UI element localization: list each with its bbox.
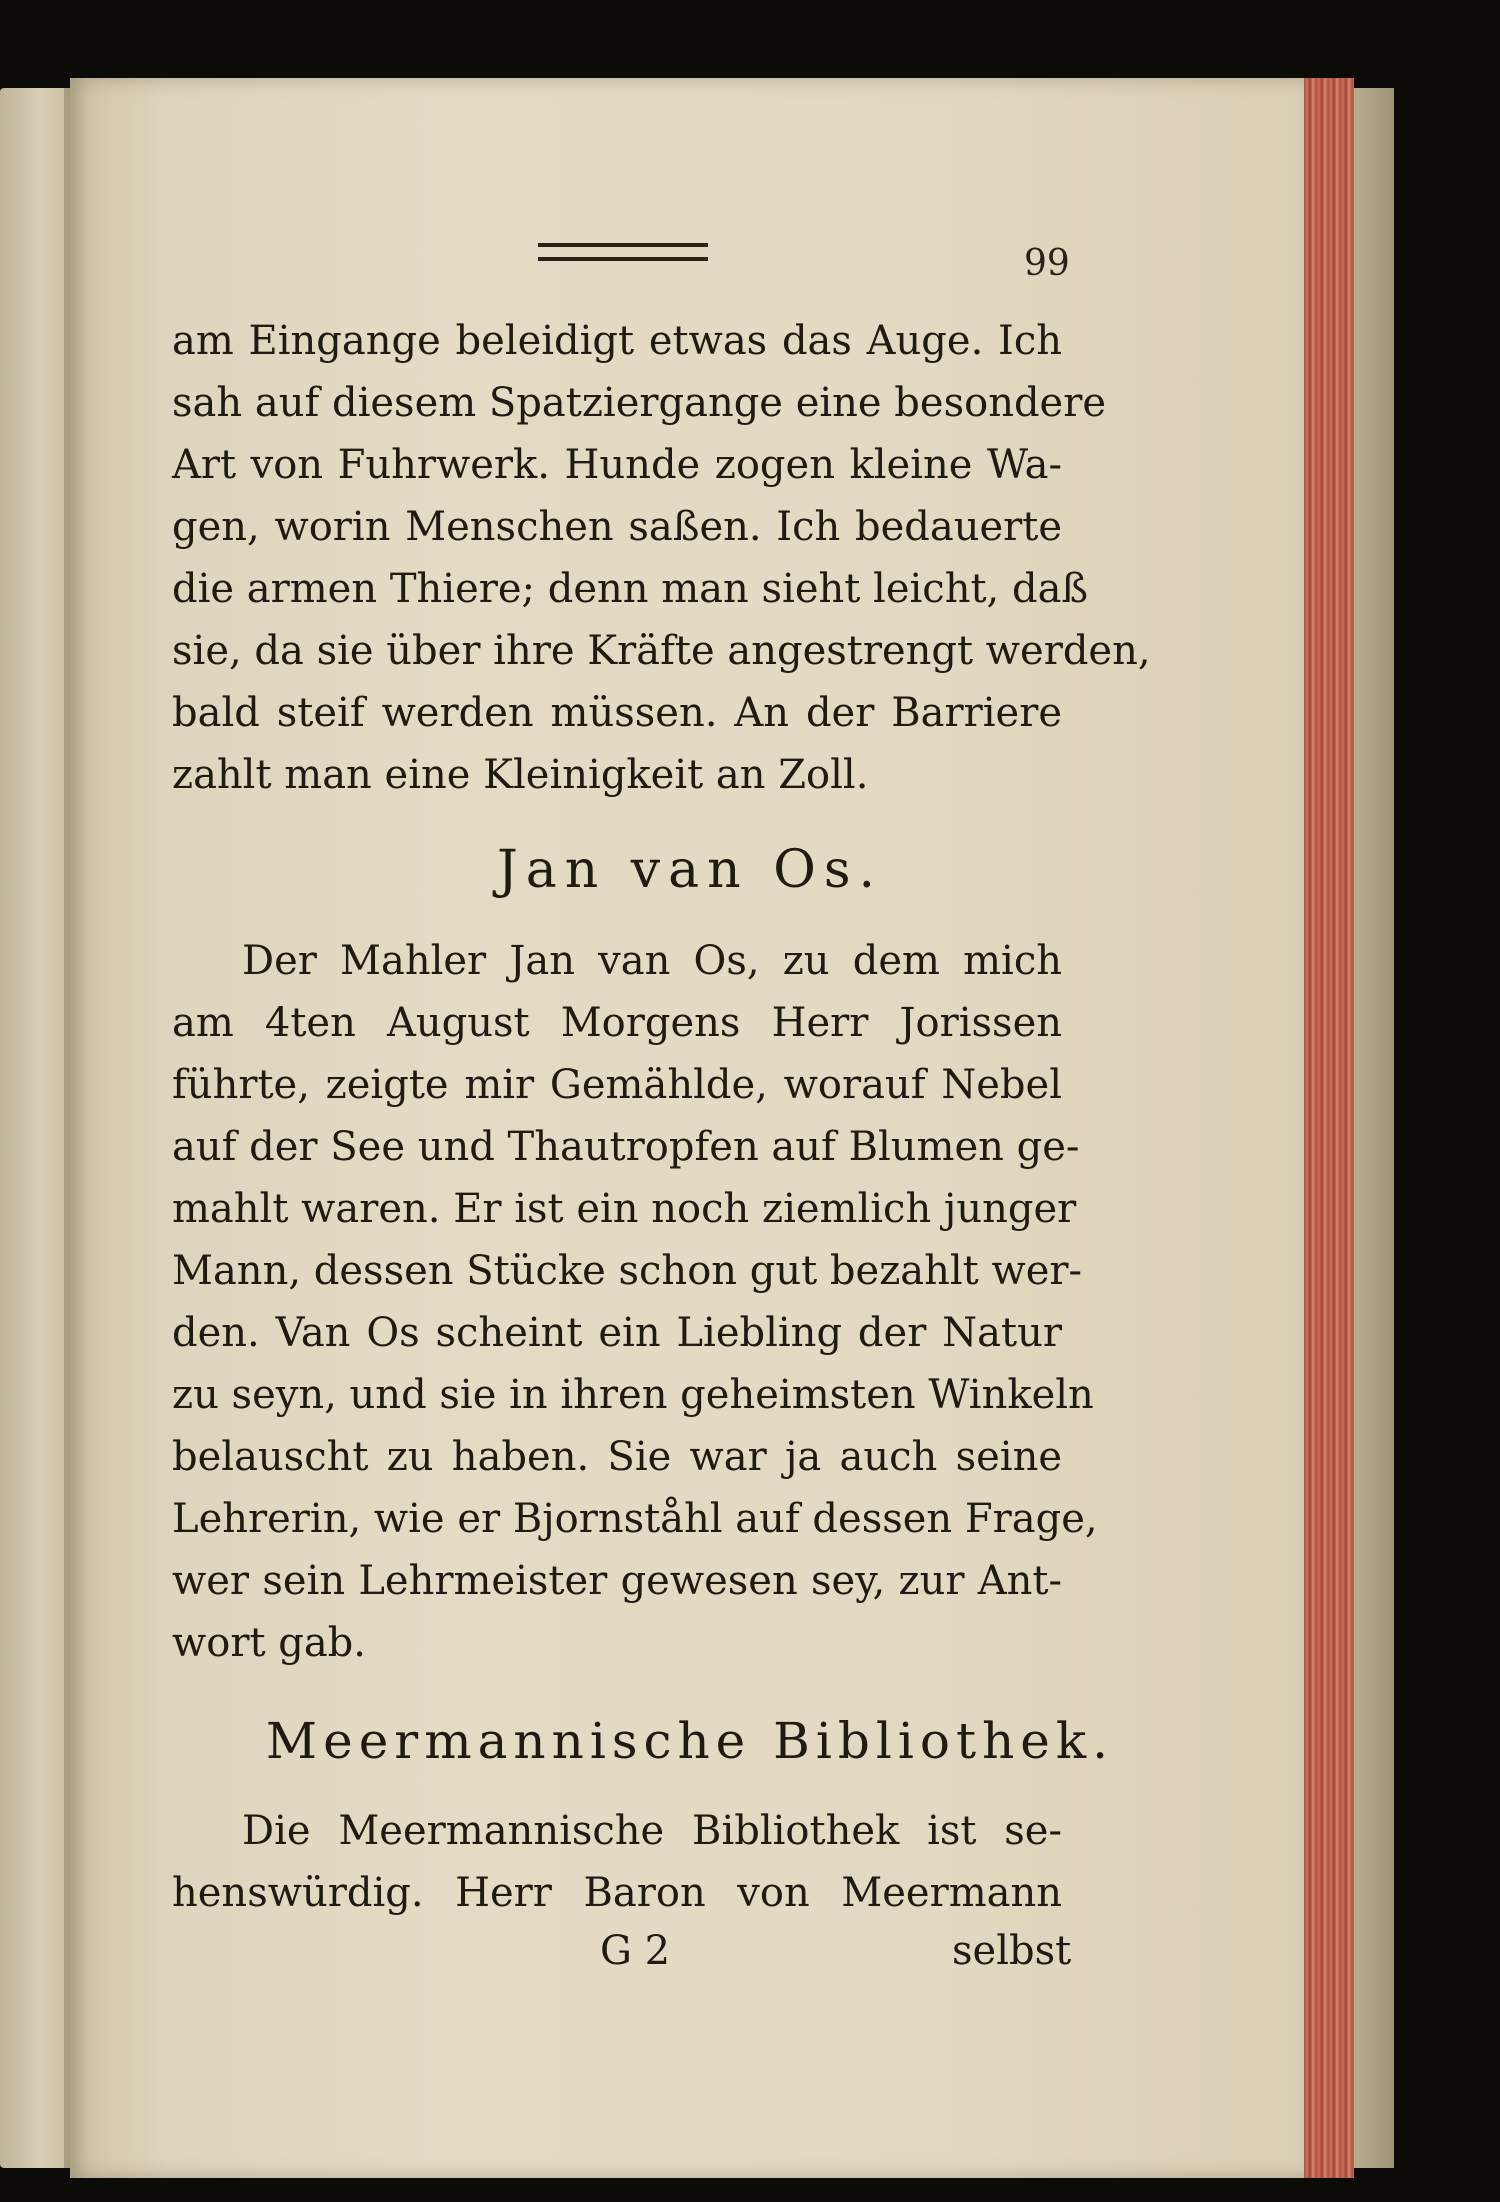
- paragraph-2: [172, 930, 1098, 1674]
- text-line: Lehrerin, wie er Bjornståhl auf dessen Frage,: [172, 1496, 1098, 1542]
- text-line: Der Mahler Jan van Os, zu dem mich: [242, 938, 1062, 984]
- page-number: 99: [1024, 243, 1070, 284]
- section-heading-jan-van-os: Jan van Os.: [496, 840, 884, 900]
- paragraph-1: [172, 310, 1151, 806]
- text-line: auf der See und Thautropfen auf Blumen ge-: [172, 1124, 1080, 1170]
- text-line: den. Van Os scheint ein Liebling der Natur: [172, 1310, 1062, 1356]
- text-line: zahlt man eine Kleinigkeit an Zoll.: [172, 752, 869, 798]
- text-line: mahlt waren. Er ist ein noch ziemlich junger: [172, 1186, 1077, 1232]
- paragraph-3: [172, 1800, 1062, 1924]
- text-line: belauscht zu haben. Sie war ja auch seine: [172, 1434, 1062, 1480]
- text-line: sah auf diesem Spatziergange eine besondere: [172, 380, 1107, 426]
- text-line: am 4ten August Morgens Herr Jorissen: [172, 1000, 1062, 1046]
- text-line: wort gab.: [172, 1620, 367, 1666]
- facing-page-edge: [0, 88, 70, 2168]
- text-line: henswürdig. Herr Baron von Meermann: [172, 1870, 1062, 1916]
- text-line: die armen Thiere; denn man sieht leicht, daß: [172, 566, 1089, 612]
- text-line: Art von Fuhrwerk. Hunde zogen kleine Wa-: [172, 442, 1062, 488]
- catchword: selbst: [952, 1928, 1072, 1974]
- header-rule-top: [538, 243, 708, 247]
- text-line: am Eingange beleidigt etwas das Auge. Ich: [172, 318, 1062, 364]
- text-line: gen, worin Menschen saßen. Ich bedauerte: [172, 504, 1062, 550]
- text-line: sie, da sie über ihre Kräfte angestrengt werden,: [172, 628, 1151, 674]
- signature-mark: G 2: [600, 1928, 671, 1974]
- text-line: wer sein Lehrmeister gewesen sey, zur Ant-: [172, 1558, 1062, 1604]
- text-line: zu seyn, und sie in ihren geheimsten Winkeln: [172, 1372, 1094, 1418]
- header-rule-bottom: [538, 257, 708, 261]
- text-line: Die Meermannische Bibliothek ist se-: [242, 1808, 1062, 1854]
- text-line: bald steif werden müssen. An der Barriere: [172, 690, 1062, 736]
- text-line: Mann, dessen Stücke schon gut bezahlt wer-: [172, 1248, 1082, 1294]
- section-heading-meermannische-bibliothek: Meermannische Bibliothek.: [265, 1712, 1115, 1770]
- book-cover-edge: [1354, 88, 1394, 2168]
- page-edges-red: [1304, 78, 1354, 2178]
- text-line: führte, zeigte mir Gemählde, worauf Nebel: [172, 1062, 1062, 1108]
